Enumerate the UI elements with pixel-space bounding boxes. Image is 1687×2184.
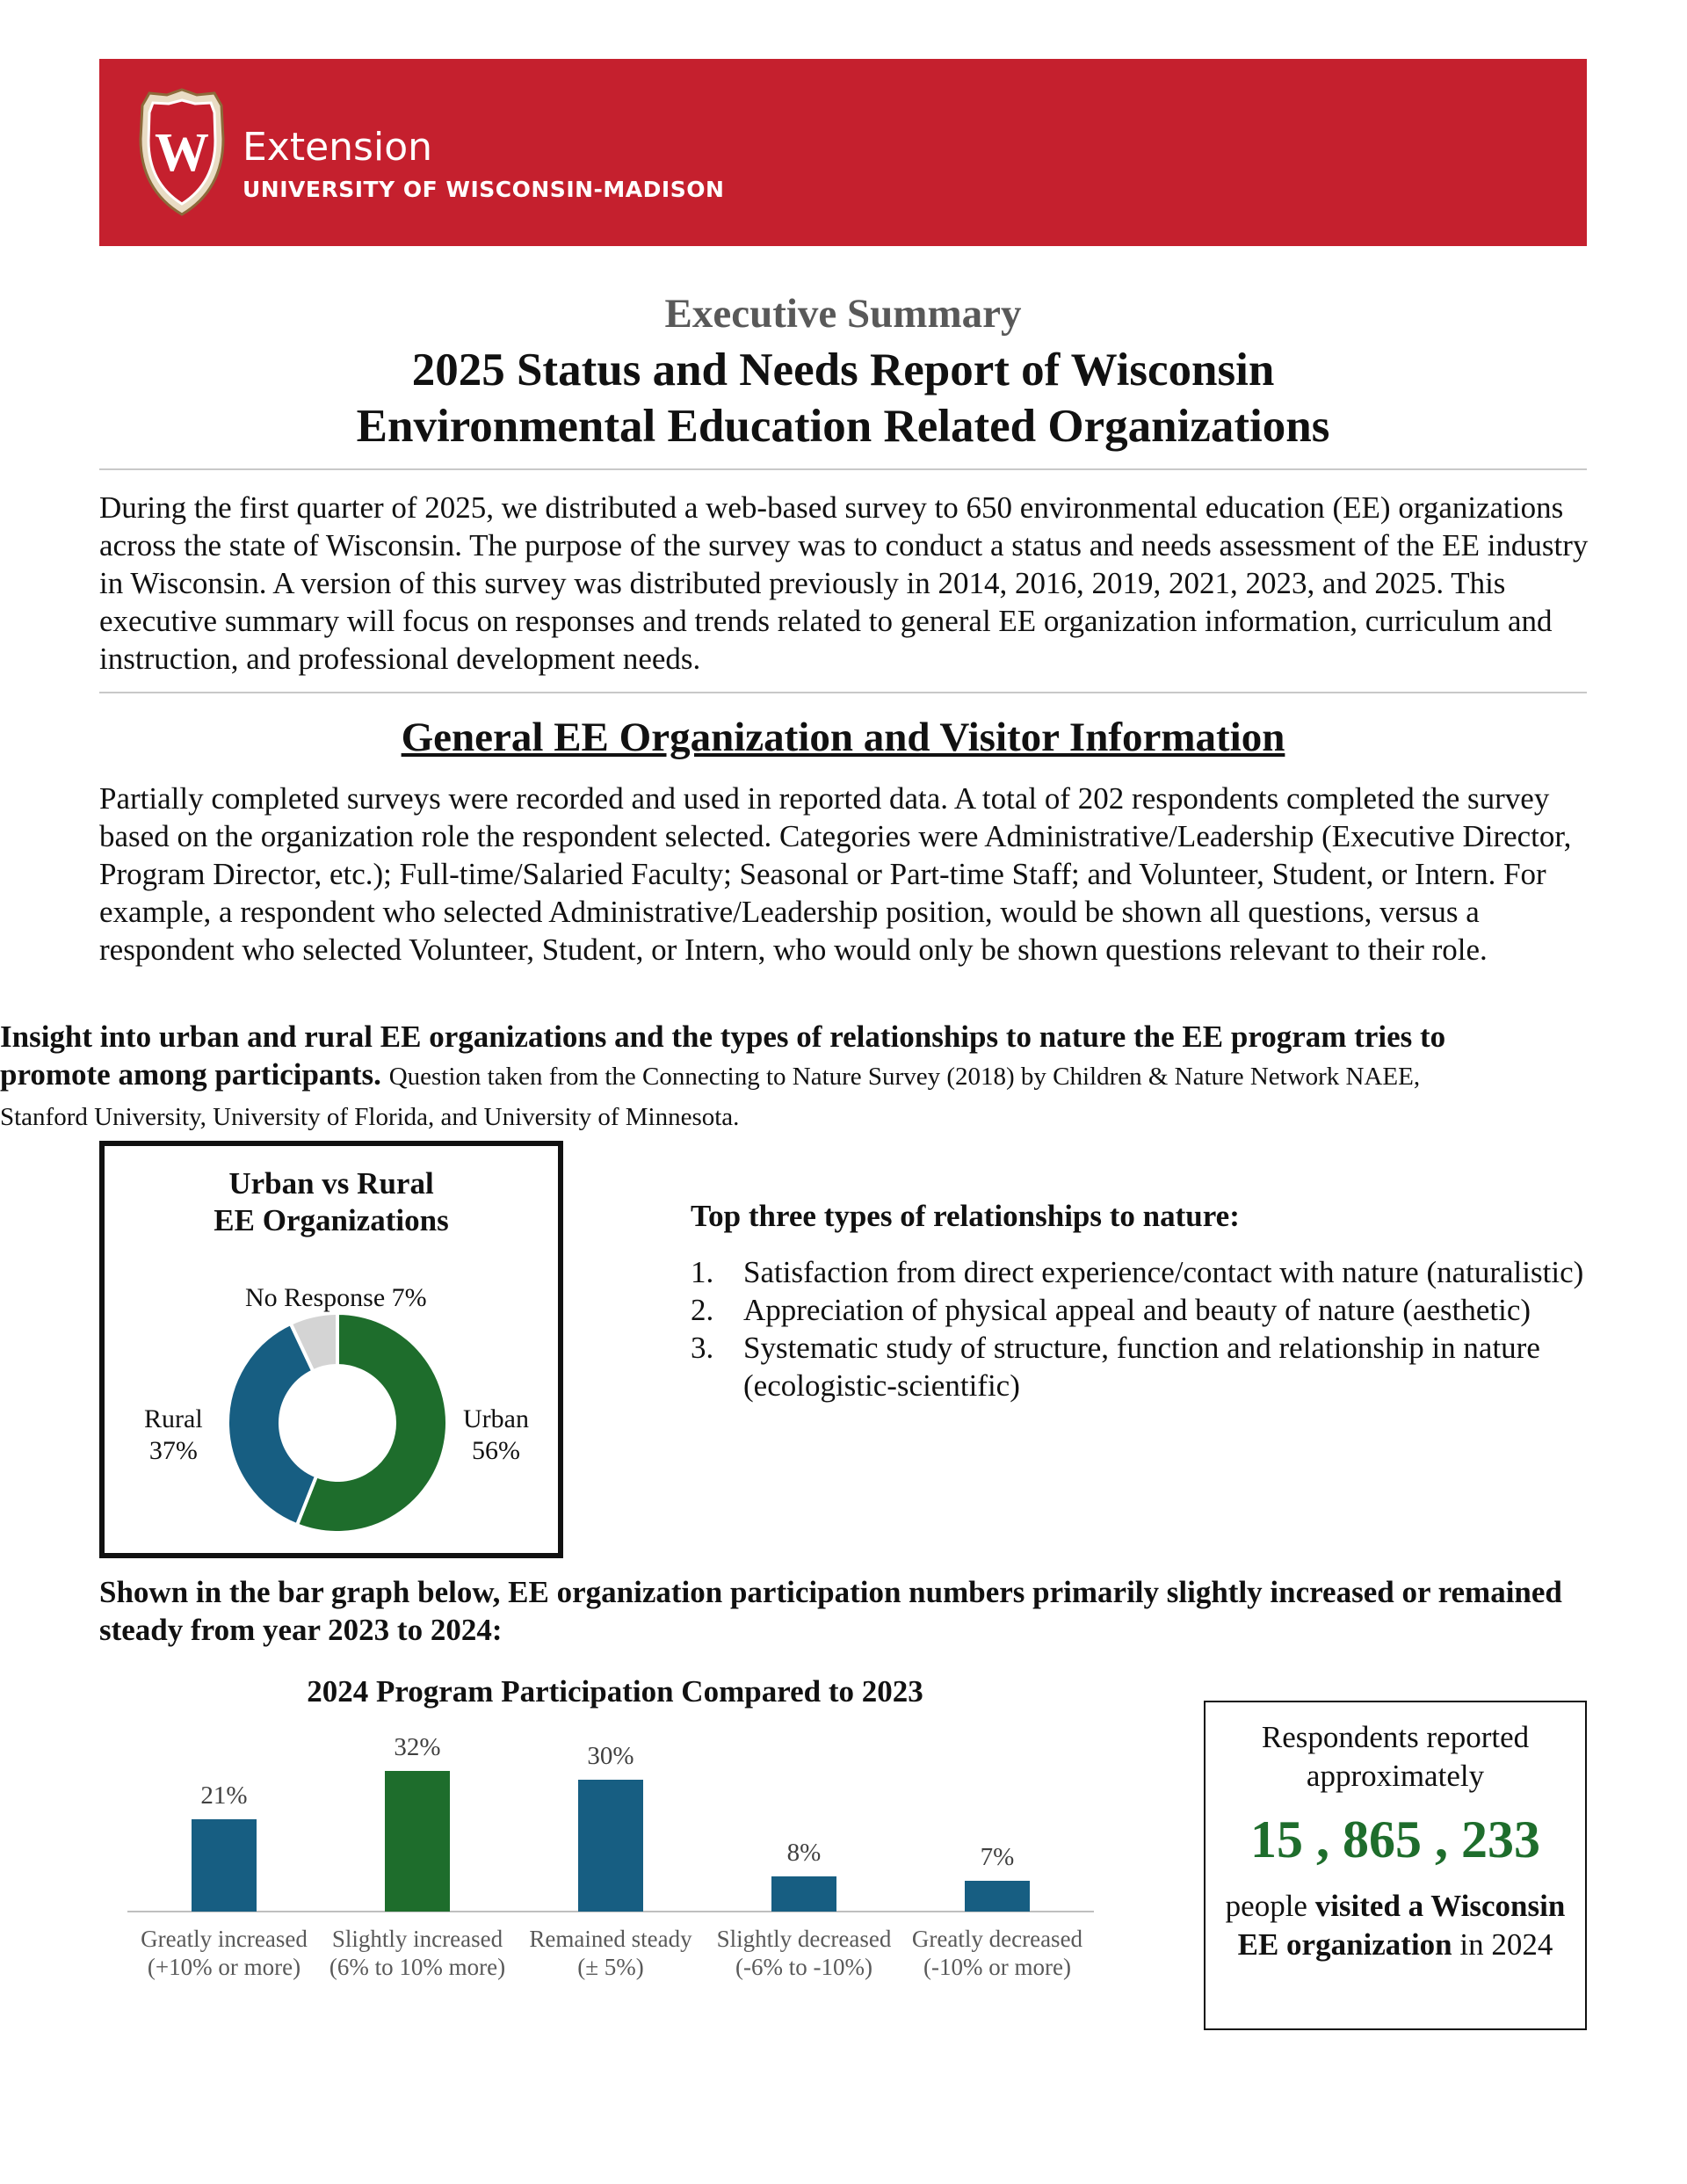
- bar-value-label: 21%: [200, 1781, 248, 1810]
- visitors-callout: [1204, 1701, 1587, 2030]
- donut-title-line1: Urban vs Rural: [228, 1166, 434, 1201]
- category-sublabel: (-6% to -10%): [735, 1954, 872, 1980]
- urban-category: Urban: [463, 1404, 529, 1433]
- intro-paragraph: During the first quarter of 2025, we distributed a web-based survey to 650 environmental education (EE) organizations across the state of Wisconsin. The purpose of the survey was to conduct a status and needs assessment of the EE industry in Wisconsin. A version of this survey was distributed previously in 2014, 2016, 2019, 2021, 2023, and 2025. This executive summary will focus on responses and trends related to general EE organization information, curriculum and instruction, and professional development needs.: [99, 490, 1589, 676]
- bar-value-label: 8%: [786, 1839, 822, 1867]
- bar: [192, 1819, 257, 1912]
- donut-title-line2: EE Organizations: [214, 1203, 449, 1237]
- extension-name: Extension: [243, 125, 433, 170]
- category-sublabel: (± 5%): [577, 1954, 644, 1980]
- bar: [771, 1876, 836, 1912]
- section-paragraph: Partially completed surveys were recorded and used in reported data. A total of 202 respondents completed the survey based on the organization role the respondent selected. Categories were Administrative/Leadership (Executive Director, Program Director, etc.); Full-time/Salaried Faculty; Seasonal or Part-time Staff; and Volunteer, Student, or Intern. For example, a respondent who selected Administrative/Leadership position, would be shown all questions, versus a respondent who selected Volunteer, Student, or Intern, who would only be shown questions relevant to their role.: [99, 781, 1572, 967]
- header-banner: [99, 59, 1587, 246]
- insight-bold: Insight into urban and rural EE organizations and the types of relationships to nature the EE program tries to promote among participants.: [0, 1019, 1446, 1092]
- bar: [965, 1881, 1030, 1912]
- list-item: 2. Appreciation of physical appeal and beauty of nature (aesthetic): [691, 1293, 1531, 1327]
- bar-chart-title: 2024 Program Participation Compared to 2023: [307, 1674, 923, 1709]
- bar-chart-intro: Shown in the bar graph below, EE organization participation numbers primarily slightly increased or remained steady from year 2023 to 2024:: [99, 1575, 1562, 1647]
- svg-text:W: W: [155, 123, 209, 183]
- list-item: 1. Satisfaction from direct experience/contact with nature (naturalistic): [691, 1255, 1584, 1289]
- bar-value-label: 7%: [980, 1843, 1015, 1871]
- kicker-title: Executive Summary: [664, 291, 1022, 337]
- bar: [385, 1771, 450, 1912]
- insight-source: Question taken from the Connecting to Nature Survey (2018) by Children & Nature Network NAEE, Stanford University, University of Florida, and University of Minnesota.: [0, 1063, 1421, 1131]
- category-sublabel: (-10% or more): [923, 1954, 1071, 1980]
- rural-value: 37%: [148, 1436, 198, 1465]
- donut-chart-box: [99, 1141, 563, 1558]
- category-sublabel: (+10% or more): [147, 1954, 301, 1980]
- donut-label-rural: [144, 1404, 203, 1467]
- relationships-list: [691, 1253, 1587, 1404]
- insight-paragraph: [0, 1018, 1494, 1136]
- divider: [99, 468, 1587, 470]
- category-label: Greatly decreased: [911, 1926, 1083, 1952]
- category-sublabel: (6% to 10% more): [329, 1954, 506, 1980]
- relationships-heading: Top three types of relationships to nature:: [691, 1199, 1240, 1233]
- section-heading: General EE Organization and Visitor Information: [401, 715, 1285, 760]
- visitor-count: 15 , 865 , 233: [1250, 1810, 1540, 1868]
- callout-intro: Respondents reported approximately: [1261, 1720, 1530, 1793]
- donut-label-urban: [463, 1404, 529, 1467]
- divider: [99, 692, 1587, 693]
- report-title-line1: 2025 Status and Needs Report of Wisconsin: [411, 345, 1275, 395]
- bar-value-label: 30%: [587, 1742, 634, 1770]
- bar-value-label: 32%: [394, 1733, 441, 1761]
- uw-crest-icon: [135, 86, 228, 218]
- bar: [578, 1780, 643, 1912]
- donut-title: [105, 1165, 558, 1239]
- donut-label-no-response: No Response 7%: [245, 1283, 427, 1312]
- list-item: 3. Systematic study of structure, function and relationship in nature (ecologistic-scientific): [691, 1331, 1540, 1403]
- category-label: Slightly decreased: [716, 1926, 892, 1952]
- category-label: Remained steady: [529, 1926, 692, 1952]
- category-label: Slightly increased: [331, 1926, 503, 1952]
- rural-category: Rural: [144, 1404, 203, 1433]
- bar-chart: [99, 1723, 1110, 2004]
- category-label: Greatly increased: [141, 1926, 308, 1952]
- urban-value: 56%: [471, 1436, 520, 1465]
- university-name: UNIVERSITY OF WISCONSIN-MADISON: [243, 177, 725, 202]
- report-title-line2: Environmental Education Related Organizations: [356, 401, 1330, 452]
- callout-text: people visited a Wisconsin EE organization in 2024: [1225, 1889, 1566, 1962]
